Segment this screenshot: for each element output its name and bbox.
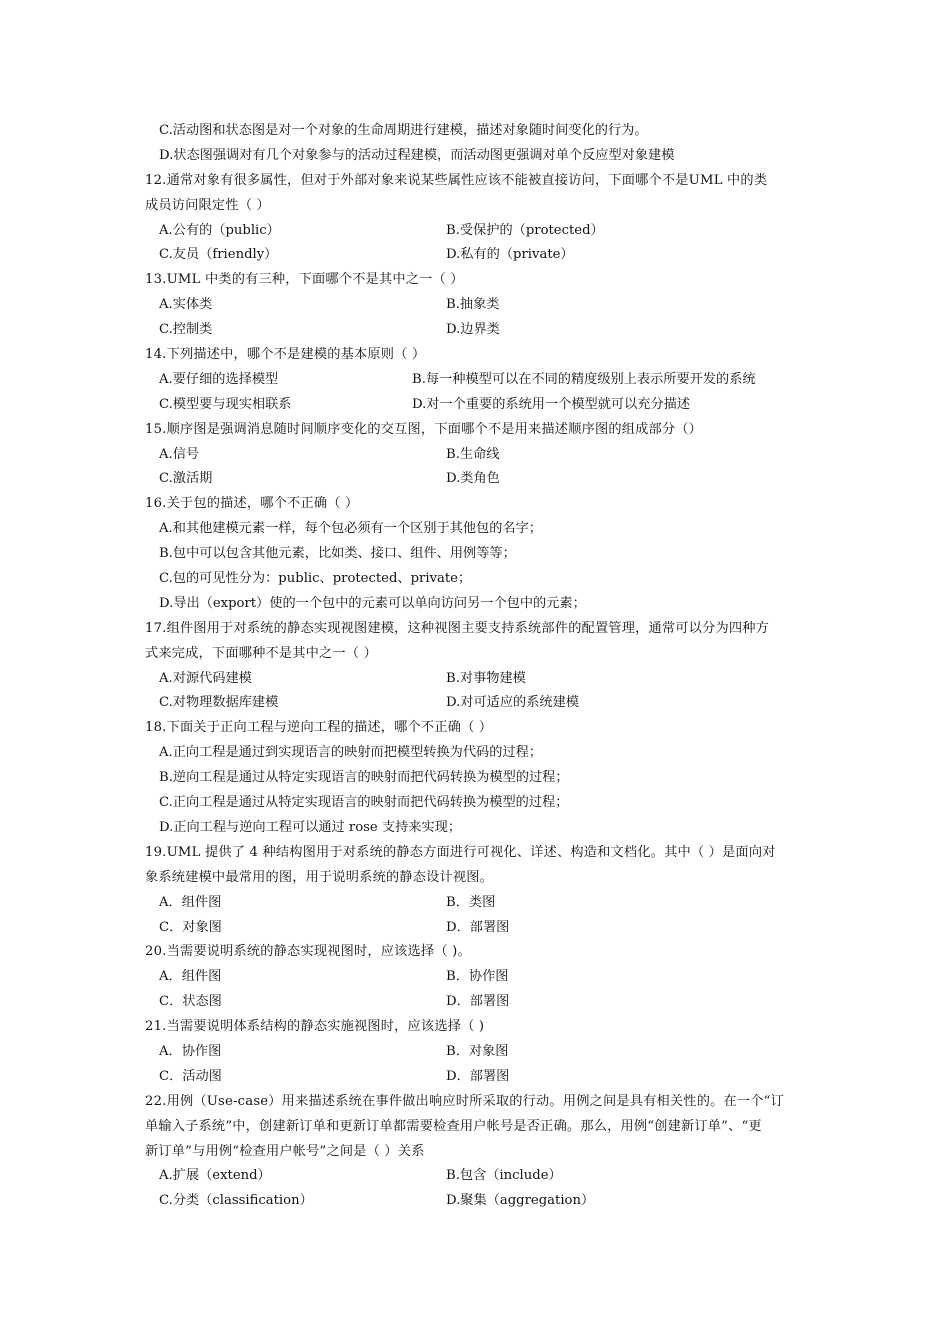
option-text: A.和其他建模元素一样，每个包必须有一个区别于其他包的名字； xyxy=(159,521,542,537)
question-text: 19.UML 提供了 4 种结构图用于对系统的静态方面进行可视化、详述、构造和文档化。其中（ ）是面向对 xyxy=(145,844,776,860)
option-left: A.公有的（public） xyxy=(159,222,280,238)
option-row xyxy=(145,1189,807,1214)
option-left: A.对源代码建模 xyxy=(159,670,252,686)
question-text: 15.顺序图是强调消息随时间顺序变化的交互图，下面哪个不是用来描述顺序图的组成部分（） xyxy=(145,421,703,437)
option-right: D.边界类 xyxy=(446,322,500,338)
option-right: B.每一种模型可以在不同的精度级别上表示所要开发的系统 xyxy=(412,371,756,387)
question-text: 式来完成，下面哪种不是其中之一（ ） xyxy=(145,645,377,661)
option-right: B.受保护的（protected） xyxy=(446,222,604,238)
question-text: 17.组件图用于对系统的静态实现视图建模，这种视图主要支持系统部件的配置管理，通常可以分为四种方 xyxy=(145,620,770,636)
option-left: A.信号 xyxy=(159,446,200,462)
option-row xyxy=(145,990,807,1015)
option-text: A.正向工程是通过到实现语言的映射而把模型转换为代码的过程； xyxy=(159,745,542,761)
option-left: A.扩展（extend） xyxy=(159,1168,271,1184)
option-text: C.正向工程是通过从特定实现语言的映射而把代码转换为模型的过程； xyxy=(159,795,569,811)
option-row xyxy=(145,891,807,916)
option-text: C.包的可见性分为：public、protected、private； xyxy=(159,571,472,587)
question-text: 18.下面关于正向工程与逆向工程的描述，哪个不正确（ ） xyxy=(145,720,493,736)
question-text: 22.用例（Use-case）用来描述系统在事件做出响应时所采取的行动。用例之间是具有相关性的。在一个“订 xyxy=(145,1093,784,1109)
document-page xyxy=(145,119,807,1214)
option-right: B．对象图 xyxy=(446,1043,509,1059)
question-text: 新订单”与用例“检查用户帐号”之间是（ ）关系 xyxy=(145,1143,425,1159)
option-left: A．协作图 xyxy=(159,1043,222,1059)
option-row xyxy=(145,393,807,418)
option-left: A.实体类 xyxy=(159,297,213,313)
option-left: A.要仔细的选择模型 xyxy=(159,371,279,387)
option-right: D．部署图 xyxy=(446,994,510,1010)
question-text: 16.关于包的描述，哪个不正确（ ） xyxy=(145,496,359,512)
option-right: D．部署图 xyxy=(446,1068,510,1084)
option-row xyxy=(145,965,807,990)
option-left: C.激活期 xyxy=(159,471,213,487)
option-right: B.包含（include） xyxy=(446,1168,562,1184)
option-left: A．组件图 xyxy=(159,969,222,985)
option-left: C．活动图 xyxy=(159,1068,222,1084)
option-left: C．对象图 xyxy=(159,919,222,935)
question-text: 单输入子系统”中，创建新订单和更新订单都需要检查用户帐号是否正确。那么，用例“创建新订单”、“更 xyxy=(145,1118,762,1134)
option-left: A．组件图 xyxy=(159,894,222,910)
option-text: D.导出（export）使的一个包中的元素可以单向访问另一个包中的元素； xyxy=(159,595,586,611)
option-row xyxy=(145,293,807,318)
option-right: D.私有的（private） xyxy=(446,247,574,263)
option-left: C.友员（friendly） xyxy=(159,247,278,263)
option-right: D.聚集（aggregation） xyxy=(446,1193,595,1209)
option-text: B.包中可以包含其他元素，比如类、接口、组件、用例等等； xyxy=(159,546,516,562)
question-text: 21.当需要说明体系结构的静态实施视图时，应该选择（ ) xyxy=(145,1019,485,1035)
option-text: D.状态图强调对有几个对象参与的活动过程建模，而活动图更强调对单个反应型对象建模 xyxy=(159,147,675,163)
option-right: D.对可适应的系统建模 xyxy=(446,695,579,711)
question-text: 13.UML 中类的有三种，下面哪个不是其中之一（ ） xyxy=(145,272,464,288)
option-right: B．类图 xyxy=(446,894,496,910)
option-left: C.控制类 xyxy=(159,322,213,338)
option-right: B.抽象类 xyxy=(446,297,500,313)
option-row xyxy=(145,368,807,393)
option-row xyxy=(145,1040,807,1065)
option-right: B．协作图 xyxy=(446,969,509,985)
question-text: 12.通常对象有很多属性，但对于外部对象来说某些属性应该不能被直接访问，下面哪个不是UML 中的类 xyxy=(145,172,768,188)
option-left: C.分类（classification） xyxy=(159,1193,313,1209)
option-row xyxy=(145,1164,807,1189)
option-right: B.生命线 xyxy=(446,446,500,462)
option-text: D.正向工程与逆向工程可以通过 rose 支持来实现； xyxy=(159,819,462,835)
option-row xyxy=(145,243,807,268)
option-row xyxy=(145,667,807,692)
option-right: D.类角色 xyxy=(446,471,500,487)
option-row xyxy=(145,691,807,716)
option-row xyxy=(145,219,807,244)
question-text: 14.下列描述中，哪个不是建模的基本原则（ ） xyxy=(145,347,426,363)
option-row xyxy=(145,1065,807,1090)
option-right: B.对事物建模 xyxy=(446,670,526,686)
question-text: 20.当需要说明系统的静态实现视图时，应该选择（ )。 xyxy=(145,944,471,960)
option-text: B.逆向工程是通过从特定实现语言的映射而把代码转换为模型的过程； xyxy=(159,770,569,786)
option-row xyxy=(145,916,807,941)
option-right: D．部署图 xyxy=(446,919,510,935)
option-left: C．状态图 xyxy=(159,994,222,1010)
option-row xyxy=(145,467,807,492)
option-left: C.对物理数据库建模 xyxy=(159,695,279,711)
question-text: 成员访问限定性（ ） xyxy=(145,197,270,213)
question-text: 象系统建模中最常用的图，用于说明系统的静态设计视图。 xyxy=(145,869,494,885)
option-text: C.活动图和状态图是对一个对象的生命周期进行建模，描述对象随时间变化的行为。 xyxy=(159,123,648,138)
option-right: D.对一个重要的系统用一个模型就可以充分描述 xyxy=(412,396,691,412)
option-row xyxy=(145,443,807,468)
option-row xyxy=(145,318,807,343)
option-left: C.模型要与现实相联系 xyxy=(159,396,292,412)
